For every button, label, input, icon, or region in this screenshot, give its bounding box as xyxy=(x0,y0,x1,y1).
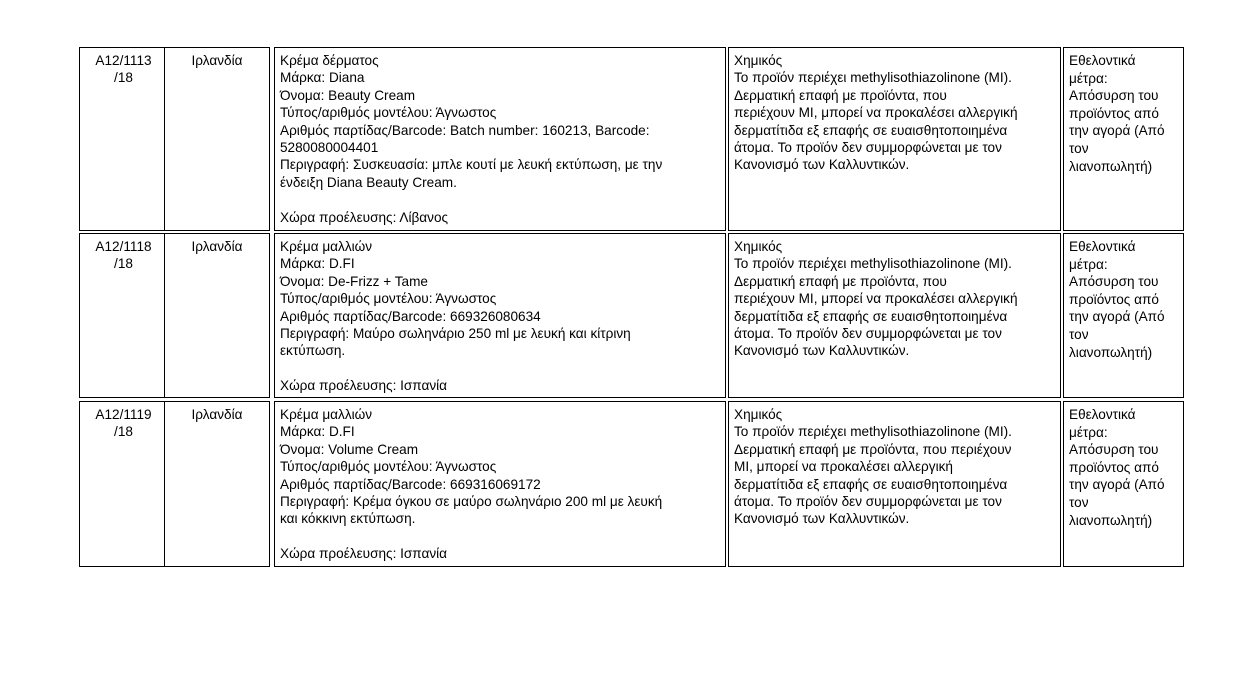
product-category: Κρέμα δέρματος xyxy=(280,53,379,68)
table-row xyxy=(79,47,1184,231)
product-description: Περιγραφή: Συσκευασία: μπλε κουτί με λευκή εκτύπωση, με την xyxy=(280,157,663,173)
risk-text: άτομα. Το προϊόν δεν συμμορφώνεται με τον xyxy=(734,140,1002,156)
product-cell xyxy=(274,233,726,398)
table-row xyxy=(79,401,1184,567)
reference-year: /18 xyxy=(114,424,133,440)
measures-text: λιανοπωλητή) xyxy=(1069,158,1153,174)
reference-number: A12/1119 xyxy=(95,407,152,422)
product-origin: Χώρα προέλευσης: Ισπανία xyxy=(280,546,448,562)
product-description-cont: εκτύπωση. xyxy=(280,343,346,359)
risk-text: Κανονισμό των Καλλυντικών. xyxy=(734,511,910,527)
product-origin: Χώρα προέλευσης: Ισπανία xyxy=(280,378,448,394)
risk-cell xyxy=(728,47,1061,231)
reference-cell xyxy=(79,401,165,567)
measures-text: προϊόντος από xyxy=(1069,105,1159,121)
measures-text: την αγορά (Από xyxy=(1069,123,1165,139)
measures-text: μέτρα: xyxy=(1069,70,1108,86)
product-brand: Μάρκα: Diana xyxy=(280,70,365,86)
measures-text: τον xyxy=(1069,140,1089,156)
product-batch: Αριθμός παρτίδας/Barcode: 669316069172 xyxy=(280,476,541,492)
measures-text: προϊόντος από xyxy=(1069,291,1159,307)
risk-type: Χημικός xyxy=(734,53,783,68)
measures-text: Απόσυρση του xyxy=(1069,88,1159,104)
country-cell xyxy=(164,401,270,567)
measures-cell xyxy=(1063,233,1184,398)
risk-text: MI, μπορεί να προκαλέσει αλλεργική xyxy=(734,459,953,475)
product-brand: Μάρκα: D.FI xyxy=(280,256,355,272)
risk-text: άτομα. Το προϊόν δεν συμμορφώνεται με τον xyxy=(734,494,1002,510)
product-batch-cont: 5280080004401 xyxy=(280,140,379,156)
country-text: Ιρλανδία xyxy=(191,53,243,68)
measures-text: Εθελοντικά xyxy=(1069,239,1136,254)
product-name: Όνομα: De-Frizz + Tame xyxy=(280,273,428,289)
measures-text: την αγορά (Από xyxy=(1069,477,1165,493)
table-row xyxy=(79,233,1184,398)
risk-type: Χημικός xyxy=(734,239,783,254)
risk-text: Δερματική επαφή με προϊόντα, που xyxy=(734,87,947,103)
measures-text: λιανοπωλητή) xyxy=(1069,512,1153,528)
risk-text: Κανονισμό των Καλλυντικών. xyxy=(734,157,910,173)
product-category: Κρέμα μαλλιών xyxy=(280,407,373,422)
risk-text: Κανονισμό των Καλλυντικών. xyxy=(734,343,910,359)
product-category: Κρέμα μαλλιών xyxy=(280,239,373,254)
risk-text: άτομα. Το προϊόν δεν συμμορφώνεται με τον xyxy=(734,326,1002,342)
product-batch: Αριθμός παρτίδας/Barcode: Batch number: 160213, Barcode: xyxy=(280,122,650,138)
country-cell xyxy=(164,47,270,231)
product-description: Περιγραφή: Κρέμα όγκου σε μαύρο σωληνάριο 200 ml με λευκή xyxy=(280,494,663,510)
measures-text: λιανοπωλητή) xyxy=(1069,344,1153,360)
product-batch: Αριθμός παρτίδας/Barcode: 669326080634 xyxy=(280,308,541,324)
reference-cell xyxy=(79,47,165,231)
reference-cell xyxy=(79,233,165,398)
risk-text: Το προϊόν περιέχει methylisothiazolinone (MI). xyxy=(734,256,1012,272)
country-text: Ιρλανδία xyxy=(191,239,243,254)
measures-text: τον xyxy=(1069,494,1089,510)
measures-text: μέτρα: xyxy=(1069,256,1108,272)
country-text: Ιρλανδία xyxy=(191,407,243,422)
risk-cell xyxy=(728,233,1061,398)
product-model: Τύπος/αριθμός μοντέλου: Άγνωστος xyxy=(280,459,497,475)
product-cell xyxy=(274,401,726,567)
product-cell xyxy=(274,47,726,231)
risk-text: Δερματική επαφή με προϊόντα, που xyxy=(734,273,947,289)
reference-year: /18 xyxy=(114,256,133,272)
risk-cell xyxy=(728,401,1061,567)
measures-cell xyxy=(1063,47,1184,231)
measures-text: τον xyxy=(1069,326,1089,342)
measures-text: Απόσυρση του xyxy=(1069,274,1159,290)
product-brand: Μάρκα: D.FI xyxy=(280,424,355,440)
risk-text: Δερματική επαφή με προϊόντα, που περιέχουν xyxy=(734,441,1012,457)
risk-text: Το προϊόν περιέχει methylisothiazolinone (MI). xyxy=(734,70,1012,86)
risk-text: Το προϊόν περιέχει methylisothiazolinone (MI). xyxy=(734,424,1012,440)
measures-text: Εθελοντικά xyxy=(1069,407,1136,422)
product-description-cont: και κόκκινη εκτύπωση. xyxy=(280,511,416,527)
risk-text: περιέχουν MI, μπορεί να προκαλέσει αλλεργική xyxy=(734,291,1018,307)
measures-text: την αγορά (Από xyxy=(1069,309,1165,325)
product-description: Περιγραφή: Μαύρο σωληνάριο 250 ml με λευκή και κίτρινη xyxy=(280,326,631,342)
measures-text: προϊόντος από xyxy=(1069,459,1159,475)
product-model: Τύπος/αριθμός μοντέλου: Άγνωστος xyxy=(280,105,497,121)
measures-text: Εθελοντικά xyxy=(1069,53,1136,68)
product-name: Όνομα: Volume Cream xyxy=(280,441,419,457)
reference-number: A12/1118 xyxy=(95,239,152,254)
measures-text: Απόσυρση του xyxy=(1069,442,1159,458)
measures-text: μέτρα: xyxy=(1069,424,1108,440)
product-model: Τύπος/αριθμός μοντέλου: Άγνωστος xyxy=(280,291,497,307)
risk-text: δερματίτιδα εξ επαφής σε ευαισθητοποιημένα xyxy=(734,476,1008,492)
risk-type: Χημικός xyxy=(734,407,783,422)
reference-year: /18 xyxy=(114,70,133,86)
risk-text: δερματίτιδα εξ επαφής σε ευαισθητοποιημένα xyxy=(734,308,1008,324)
product-name: Όνομα: Beauty Cream xyxy=(280,87,416,103)
measures-cell xyxy=(1063,401,1184,567)
risk-text: περιέχουν MI, μπορεί να προκαλέσει αλλεργική xyxy=(734,105,1018,121)
country-cell xyxy=(164,233,270,398)
risk-text: δερματίτιδα εξ επαφής σε ευαισθητοποιημένα xyxy=(734,122,1008,138)
reference-number: A12/1113 xyxy=(95,53,152,68)
product-origin: Χώρα προέλευσης: Λίβανος xyxy=(280,209,449,225)
product-description-cont: ένδειξη Diana Beauty Cream. xyxy=(280,174,457,190)
